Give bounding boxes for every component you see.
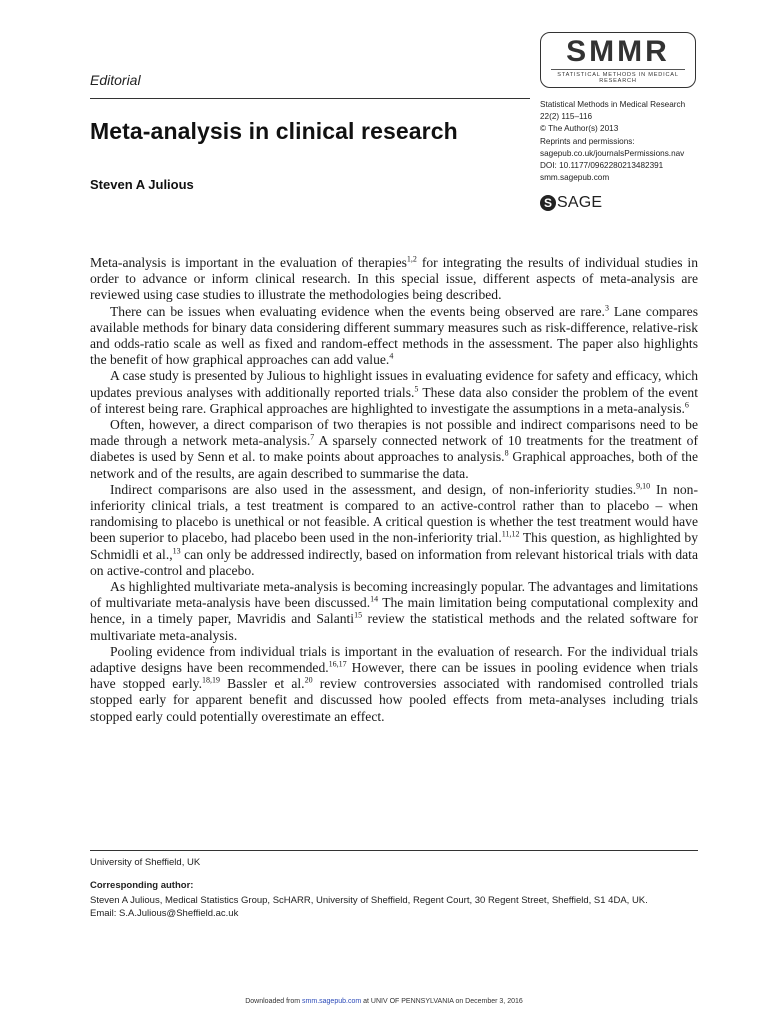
article-body xyxy=(90,255,698,725)
citation-superscript: 13 xyxy=(172,546,181,556)
journal-reprints: Reprints and permissions: xyxy=(540,136,635,146)
sage-logo xyxy=(540,192,602,214)
corresponding-author-address: Steven A Julious, Medical Statistics Group, ScHARR, University of Sheffield, Regent Court, 30 Regent Street, Sheffield, S1 4DA, UK. xyxy=(90,895,648,906)
sage-mark-icon: S xyxy=(540,195,556,211)
footer-divider xyxy=(90,850,698,851)
citation-superscript: 16,17 xyxy=(328,659,347,669)
citation-superscript: 3 xyxy=(604,303,609,313)
body-paragraph: Indirect comparisons are also used in the assessment, and design, of non-inferiority studies.$^{9,10}$ In non-inferiority clinical trials, a test treatment is compared to an active-control rather than to placebo – when randomising to placebo is unethical or not feasible. A critical question is whether the test treatment would have been superior to placebo, had placebo been used in the non-inferiority trial.$^{11,12}$ This question, as highlighted by Schmidli et al.,$^{13}$ can only be addressed indirectly, based on information from relevant historical trials with data on active-control and placebo. xyxy=(90,481,699,578)
journal-volume: 22(2) 115–116 xyxy=(540,112,593,122)
body-paragraph: There can be issues when evaluating evidence when the events being observed are rare.$^3$ Lane compares available methods for binary data considering different summary measures such as risk-difference, relative-risk and odds-ratio scale as well as fixed and random-effect methods in the assessment. The paper also highlights the benefit of how graphical approaches can add value.$^4$ xyxy=(90,303,698,368)
corresponding-author-email[interactable]: Email: S.A.Julious@Sheffield.ac.uk xyxy=(90,908,239,919)
paper-title: Meta-analysis in clinical research xyxy=(90,118,458,144)
citation-superscript: 11,12 xyxy=(501,529,520,539)
journal-name: Statistical Methods in Medical Research xyxy=(540,100,686,109)
citation-superscript: 14 xyxy=(370,594,379,604)
citation-superscript: 4 xyxy=(389,351,394,361)
paper-author: Steven A Julious xyxy=(90,177,194,192)
journal-website[interactable]: smm.sagepub.com xyxy=(540,173,610,183)
download-notice: Downloaded from smm.sagepub.com at UNIV OF PENNSYLVANIA on December 3, 2016 xyxy=(245,998,523,1005)
citation-superscript: 7 xyxy=(310,432,315,442)
journal-logo-letters: SMMR xyxy=(566,35,670,68)
journal-copyright: © The Author(s) 2013 xyxy=(540,124,619,134)
download-source-link[interactable]: smm.sagepub.com xyxy=(302,998,362,1005)
sage-wordmark: SAGE xyxy=(557,194,603,211)
body-paragraph: Meta-analysis is important in the evaluation of therapies$^{1,2}$ for integrating the results of individual studies in order to advance or inform clinical research. In this special issue, different aspects of meta-analysis are reviewed using case studies to illustrate the methodologies being described. xyxy=(90,254,698,303)
author-affiliation: University of Sheffield, UK xyxy=(90,857,201,868)
journal-meta xyxy=(540,99,730,184)
body-paragraph: A case study is presented by Julious to highlight issues in evaluating evidence for safety and efficacy, which updates previous analyses with additionally reported trials.$^5$ These data also consider the problem of the event of interest being rare. Graphical approaches are highlighted to investigate the assumptions in a meta-analysis.$^6$ xyxy=(90,368,698,416)
citation-superscript: 5 xyxy=(414,384,419,394)
citation-superscript: 18,19 xyxy=(201,675,220,685)
citation-superscript: 8 xyxy=(504,448,509,458)
citation-superscript: 1,2 xyxy=(406,254,417,264)
citation-superscript: 20 xyxy=(304,675,313,685)
journal-doi[interactable]: DOI: 10.1177/0962280213482391 xyxy=(540,161,664,171)
header-divider xyxy=(90,98,530,99)
journal-logo-subtitle: STATISTICAL METHODS IN MEDICAL RESEARCH xyxy=(557,72,679,84)
journal-permissions-link[interactable]: sagepub.co.uk/journalsPermissions.nav xyxy=(540,148,685,158)
body-paragraph: Pooling evidence from individual trials is important in the evaluation of research. For the individual trials adaptive designs have been recommended.$^{16,17}$ However, there can be issues in pooling evidence when trials have stopped early.$^{18,19}$ Bassler et al.$^{20}$ review controversies associated with randomised controlled trials stopped early for apparent benefit and discussed how pooled effects from meta-analyses including trials stopped early could potentially overestimate an effect. xyxy=(90,643,698,724)
body-paragraph: Often, however, a direct comparison of two therapies is not possible and indirect comparisons need to be made through a network meta-analysis.$^7$ A sparsely connected network of 10 treatments for the treatment of diabetes is used by Senn et al. to make points about approaches to analysis.$^8$ Graphical approaches, both of the network and of the results, are again described to summarise the data. xyxy=(90,417,698,481)
section-label: Editorial xyxy=(90,72,141,88)
journal-logo-rule xyxy=(551,69,685,70)
body-paragraph: As highlighted multivariate meta-analysis is becoming increasingly popular. The advantages and limitations of multivariate meta-analysis have been discussed.$^{14}$ The main limitation being computational complexity and hence, in a timely paper, Mavridis and Salanti$^{15}$ review the statistical methods and the related software for multivariate meta-analysis. xyxy=(90,579,698,643)
corresponding-author-heading: Corresponding author: xyxy=(90,880,194,891)
citation-superscript: 15 xyxy=(354,610,363,620)
journal-logo xyxy=(540,32,696,88)
citation-superscript: 6 xyxy=(684,400,689,410)
citation-superscript: 9,10 xyxy=(636,481,651,491)
